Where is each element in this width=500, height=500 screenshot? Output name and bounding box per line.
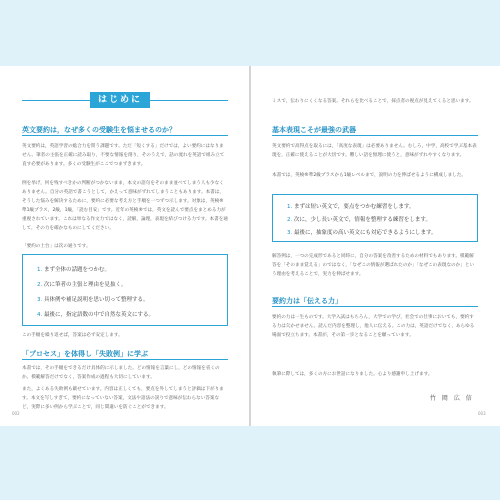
paragraph: この手順を繰り返せば，答案は必ず安定します。 xyxy=(22,333,123,338)
steps-box xyxy=(272,194,478,242)
paragraph: 「要約の土台」は次の通りです。 xyxy=(22,244,91,249)
section-heading-2: 「プロセス」を体得し「失敗例」に学ぶ xyxy=(22,350,148,358)
author-signature: 竹 岡 広 信 xyxy=(430,395,474,402)
list-item: 4. 最後に，指定語数の中で自然な英文にする。 xyxy=(37,312,155,318)
paragraph: 要約の力は一生ものです。大学入試はもちろん，大学での学び，社会での仕事においても，要約する力は欠かせません。読んだ内容を整理し，他人に伝える。この力は，英語だけでなく，あらゆる場面で役立ちます。本書が，その第一歩となることを願っています。 xyxy=(272,315,475,338)
list-item: 2. 次に筆者の主張と理由を見抜く。 xyxy=(37,282,127,288)
heading-underline xyxy=(22,135,228,136)
paragraph: 英文要約で高得点を取るには，「高度な表現」は必要ありません。むしろ，中学，高校で学ぶ基本表現を，正確に使えることが大切です。難しい語を無理に使うと，意味がずれやすくなります。 xyxy=(272,144,477,158)
section-heading-3: 基本表現こそが最強の武器 xyxy=(272,126,356,134)
list-item: 1. まずは短い英文で，要点をつかむ練習をします。 xyxy=(287,204,415,210)
paragraph: ミスで，伝わりにくくなる答案。それらを比べることで，採点者の視点が見えてくると思います。 xyxy=(272,99,474,104)
paragraph: 本書では，英検®準2級プラスから1級レベルまで，説明の力を伸ばせるように構成しました。 xyxy=(272,173,466,178)
list-item: 2. 次に，少し長い英文で，情報を整理する練習をします。 xyxy=(287,217,431,223)
list-item: 3. 最後に，抽象度の高い英文にも対応できるようにします。 xyxy=(287,230,437,236)
heading-underline xyxy=(22,359,228,360)
page-title: はじめに xyxy=(90,92,150,108)
list-item: 3. 具体例や補足説明を思い切って整理する。 xyxy=(37,297,149,303)
page-number: 002 xyxy=(12,411,20,416)
section-heading-4: 要約力は「伝える力」 xyxy=(272,297,342,305)
paragraph: 本書では，その手順をできるだけ具体的に示しました。どの情報を言葉にし，どの情報を省くのか。模範解答だけでなく，答案作成の過程も大切にしています。 xyxy=(22,366,220,380)
paragraph: 英文要約は，英語学習の総合力を問う課題です。ただ「短くする」だけでは，よい要約にはなりません。筆者の主張を正確に読み取り，不要な情報を削り，そのうえで，話の流れを英語で組み立て直す必要があります。多くの受験生がここでつまずきます。 xyxy=(22,144,225,167)
heading-underline xyxy=(272,306,478,307)
list-item: 1. まず全体の話題をつかむ。 xyxy=(37,267,111,273)
paragraph: 解答例は，一つの完成形であると同時に，自分の答案を改善するための材料でもあります。模範解答を「そのまま覚える」のではなく，「なぜこの情報が選ばれたのか」「なぜこの表現なのか」という理由を考えることで，実力を伸ばせます。 xyxy=(272,254,475,277)
paragraph: 例を挙げ，何を残すべきかの判断がつかないまま，本文の語句をそのまま並べてしまう人も少なくありません。自分の英語で書こうとして，かえって意味がずれてしまうこともあります。本書は，そうした悩みを解決するために，要約に必要な考え方と手順を一つずつ示します。対象は，英検®準1級プラス，2級，1級，「読む目安」です。近年の英検®では，英文を読んで要点をまとめる力が重視されています。これは単なる作文力ではなく，読解，論理，表現を結びつける力です。本書を通して，その力を確かなものにしてください。 xyxy=(22,181,228,231)
page-gutter xyxy=(249,66,251,426)
paragraph: また，よくある失敗例も載せています。内容は正しくても，要点を外してしまうと評価は下がります。本文を写しすぎて，要約になっていない答案，文法や語法の誤りで意味が伝わらない答案など，実際に多い例から学ぶことで，同じ間違いを防ぐことができます。 xyxy=(22,387,224,410)
heading-underline xyxy=(272,135,478,136)
steps-box xyxy=(22,254,228,326)
paragraph: 執筆に際しては，多くの方にお世話になりました。心より感謝申し上げます。 xyxy=(272,372,433,377)
page-number: 003 xyxy=(478,411,486,416)
section-heading-1: 英文要約は，なぜ多くの受験生を悩ませるのか？ xyxy=(22,126,176,134)
